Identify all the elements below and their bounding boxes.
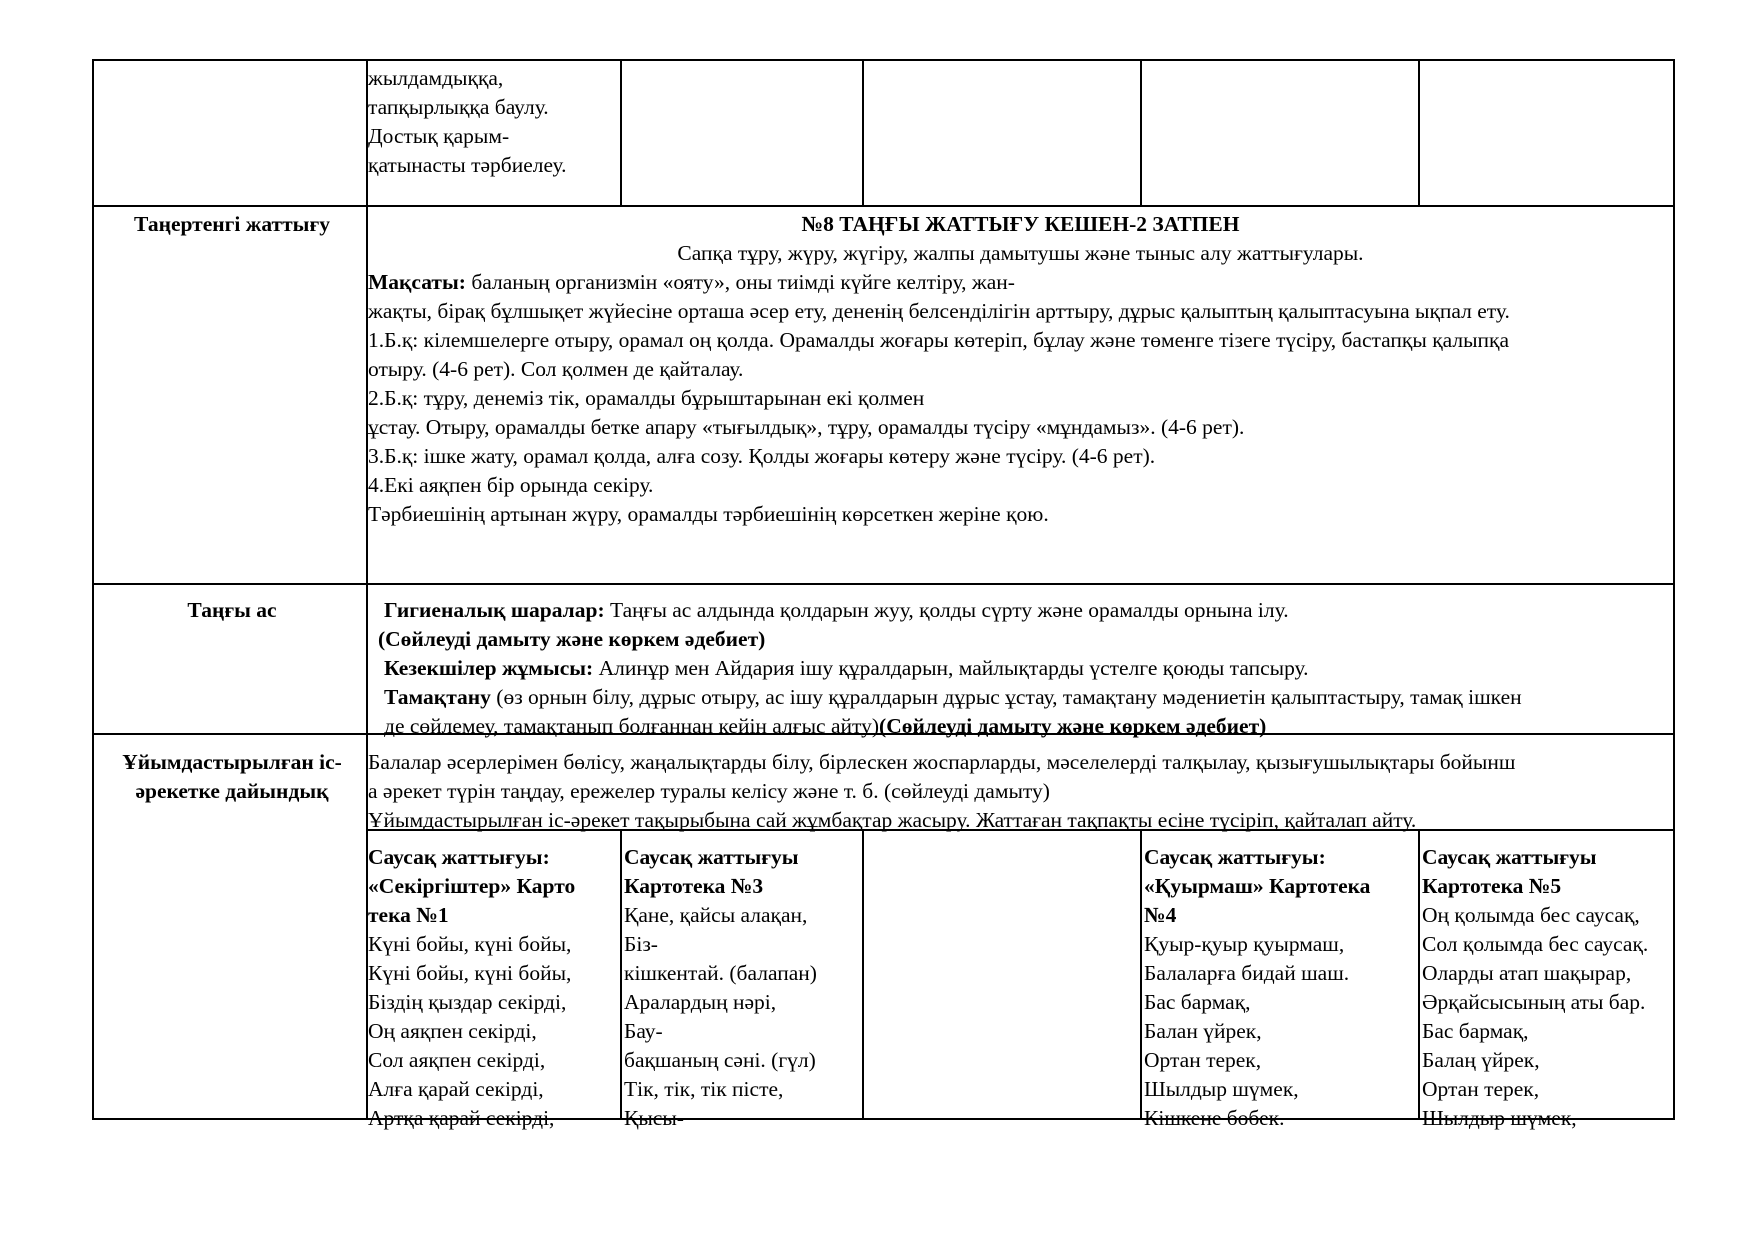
- text-line: Аралардың нәрі,: [624, 990, 777, 1014]
- text-line: кішкентай. (балапан): [624, 961, 817, 985]
- card-heading: «Секіргіштер» Карто: [368, 874, 576, 898]
- column-divider: [1140, 829, 1142, 1120]
- text-line: Ортан терек,: [1144, 1048, 1262, 1072]
- text-line: а әрекет түрін таңдау, ережелер туралы келісу және т. б. (сөйлеуді дамыту): [368, 779, 1050, 803]
- text-line: Шылдыр шүмек,: [1144, 1077, 1299, 1101]
- text-line: жақты, бірақ бұлшықет жүйесіне орташа әсер ету, дененің белсенділігін арттыру, дұрыс қалыптың қалыптасуына ықпал ету.: [368, 299, 1510, 323]
- text-line: Бау-: [624, 1019, 663, 1043]
- text-line: Біздің қыздар секірді,: [368, 990, 567, 1014]
- text-line: Балаларға бидай шаш.: [1144, 961, 1350, 985]
- column-divider: [620, 829, 622, 1120]
- duty-label: Кезекшілер жұмысы:: [384, 656, 594, 680]
- text-line: Бас бармақ,: [1422, 1019, 1529, 1043]
- goal-text: баланың организмін «ояту», оны тиімді күйге келтіру, жан-: [465, 270, 1015, 294]
- row-label-preparation: Ұйымдастырылған іс-әрекетке дайындық: [122, 750, 342, 803]
- column-divider: [1418, 59, 1420, 205]
- finger-exercise-card-4: [1144, 843, 1370, 1133]
- column-divider: [1140, 59, 1142, 205]
- text-line: ұстау. Отыру, орамалды бетке апару «тығылдық», тұру, орамалды түсіру «мұндамыз». (4-6 рет).: [368, 415, 1245, 439]
- text-line: Балаң үйрек,: [1422, 1048, 1540, 1072]
- text-line: Сол қолымда бес саусақ.: [1422, 932, 1649, 956]
- row-divider: [92, 583, 1675, 585]
- text-line: тапқырлыққа баулу.: [368, 95, 549, 119]
- text-line: жылдамдыққа,: [368, 66, 504, 90]
- duty-line: [368, 654, 1522, 683]
- row0-cell-text: [368, 64, 566, 180]
- text-line: Тік, тік, тік пісте,: [624, 1077, 784, 1101]
- hygiene-line: [368, 596, 1522, 625]
- text-line: Ортан терек,: [1422, 1077, 1540, 1101]
- eating-text-2: де сөйлемеу, тамақтанып болғаннан кейін алғыс айту): [384, 714, 880, 738]
- column-divider: [620, 59, 622, 205]
- exercise-subtitle: Сапқа тұру, жүру, жүгіру, жалпы дамытушы және тыныс алу жаттығулары.: [677, 241, 1364, 265]
- text-line: Алға қарай секірді,: [368, 1077, 544, 1101]
- eating-label: Тамақтану: [384, 685, 491, 709]
- text-line: Қысы-: [624, 1106, 684, 1130]
- text-line: Кішкене бөбек.: [1144, 1106, 1285, 1130]
- text-line: 4.Екі аяқпен бір орында секіру.: [368, 473, 654, 497]
- text-line: 3.Б.қ: ішке жату, орамал қолда, алға созу. Қолды жоғары көтеру және түсіру. (4-6 рет).: [368, 444, 1156, 468]
- text-line: 1.Б.қ: кілемшелерге отыру, орамал оң қолда. Орамалды жоғары көтеріп, бұлау және төменге тізеге түсіру, бастапқы қалыпқа: [368, 328, 1510, 352]
- finger-exercise-card-3: [624, 843, 817, 1133]
- hygiene-label: Гигиеналық шаралар:: [384, 598, 605, 622]
- text-line: Балалар әсерлерімен бөлісу, жаңалықтарды білу, бірлескен жоспарларды, мәселелерді талқылау, қызығушылықтары бойынш: [368, 750, 1516, 774]
- card-heading: Саусақ жаттығуы:: [368, 845, 550, 869]
- table-border-top: [92, 59, 1675, 61]
- text-line: Бас бармақ,: [1144, 990, 1251, 1014]
- card-heading: «Қуырмаш» Картотека: [1144, 874, 1371, 898]
- text-line: Күні бойы, күні бойы,: [368, 961, 572, 985]
- card-heading: Картотека №5: [1422, 874, 1562, 898]
- eating-text: (өз орнын білу, дұрыс отыру, ас ішу құралдарын дұрыс ұстау, тамақтану мәдениетін қалыптастыру, тамақ ішкен: [490, 685, 1522, 709]
- card-heading: №4: [1144, 903, 1177, 927]
- row-label-morning-exercise: Таңертенгі жаттығу: [134, 212, 330, 236]
- text-line: Әрқайсысының аты бар.: [1422, 990, 1646, 1014]
- eating-line: [368, 683, 1522, 712]
- text-line: Біз-: [624, 932, 658, 956]
- column-divider: [1418, 829, 1420, 1120]
- exercise-title: №8 ТАҢҒЫ ЖАТТЫҒУ КЕШЕН-2 ЗАТПЕН: [801, 212, 1240, 236]
- preparation-body: [368, 748, 1515, 835]
- text-line: Шылдыр шүмек,: [1422, 1106, 1577, 1130]
- text-line: Оң аяқпен секірді,: [368, 1019, 537, 1043]
- hygiene-text: Таңғы ас алдында қолдарын жуу, қолды сүрту және орамалды орнына ілу.: [604, 598, 1289, 622]
- text-line: бақшаның сәні. (гүл): [624, 1048, 816, 1072]
- text-line: Оларды атап шақырар,: [1422, 961, 1632, 985]
- text-line: Артқа қарай секірді,: [368, 1106, 555, 1130]
- text-line: 2.Б.қ: тұру, денеміз тік, орамалды бұрыштарынан екі қолмен: [368, 386, 925, 410]
- text-line: қатынасты тәрбиелеу.: [368, 153, 567, 177]
- speech-note: (Сөйлеуді дамыту және көркем әдебиет): [378, 627, 766, 651]
- card-heading: тека №1: [368, 903, 449, 927]
- card-heading: Саусақ жаттығуы: [1422, 845, 1597, 869]
- column-divider: [862, 829, 864, 1120]
- text-line: Ұйымдастырылған іс-әрекет тақырыбына сай жұмбақтар жасыру. Жаттаған тақпақты есіне түсіріп, қайталап айту.: [368, 808, 1417, 832]
- column-divider: [862, 59, 864, 205]
- finger-exercise-card-1: [368, 843, 575, 1133]
- exercise-body: [368, 268, 1510, 529]
- text-line: Күні бойы, күні бойы,: [368, 932, 572, 956]
- eating-line-2: [368, 712, 1522, 741]
- breakfast-body: [368, 596, 1522, 741]
- table-border-right: [1673, 59, 1675, 1120]
- goal-line: [368, 268, 1510, 297]
- table-border-left: [92, 59, 94, 1120]
- card-heading: Саусақ жаттығуы:: [1144, 845, 1326, 869]
- text-line: Сол аяқпен секірді,: [368, 1048, 546, 1072]
- text-line: Балан үйрек,: [1144, 1019, 1262, 1043]
- finger-exercise-card-5: [1422, 843, 1648, 1133]
- row-label-breakfast: Таңғы ас: [187, 598, 277, 622]
- card-heading: Картотека №3: [624, 874, 764, 898]
- text-line: Достық қарым-: [368, 124, 510, 148]
- goal-label: Мақсаты:: [368, 270, 466, 294]
- text-line: Тәрбиешінің артынан жүру, орамалды тәрбиешінің көрсеткен жеріне қою.: [368, 502, 1049, 526]
- text-line: Оң қолымда бес саусақ,: [1422, 903, 1640, 927]
- row-divider: [92, 205, 1675, 207]
- text-line: Қуыр-қуыр қуырмаш,: [1144, 932, 1345, 956]
- duty-text: Алинұр мен Айдария ішу құралдарын, майлықтарды үстелге қоюды тапсыру.: [593, 656, 1309, 680]
- text-line: Қане, қайсы алақан,: [624, 903, 808, 927]
- text-line: отыру. (4-6 рет). Сол қолмен де қайталау.: [368, 357, 744, 381]
- speech-note: (Сөйлеуді дамыту және көркем әдебиет): [879, 714, 1267, 738]
- card-heading: Саусақ жаттығуы: [624, 845, 799, 869]
